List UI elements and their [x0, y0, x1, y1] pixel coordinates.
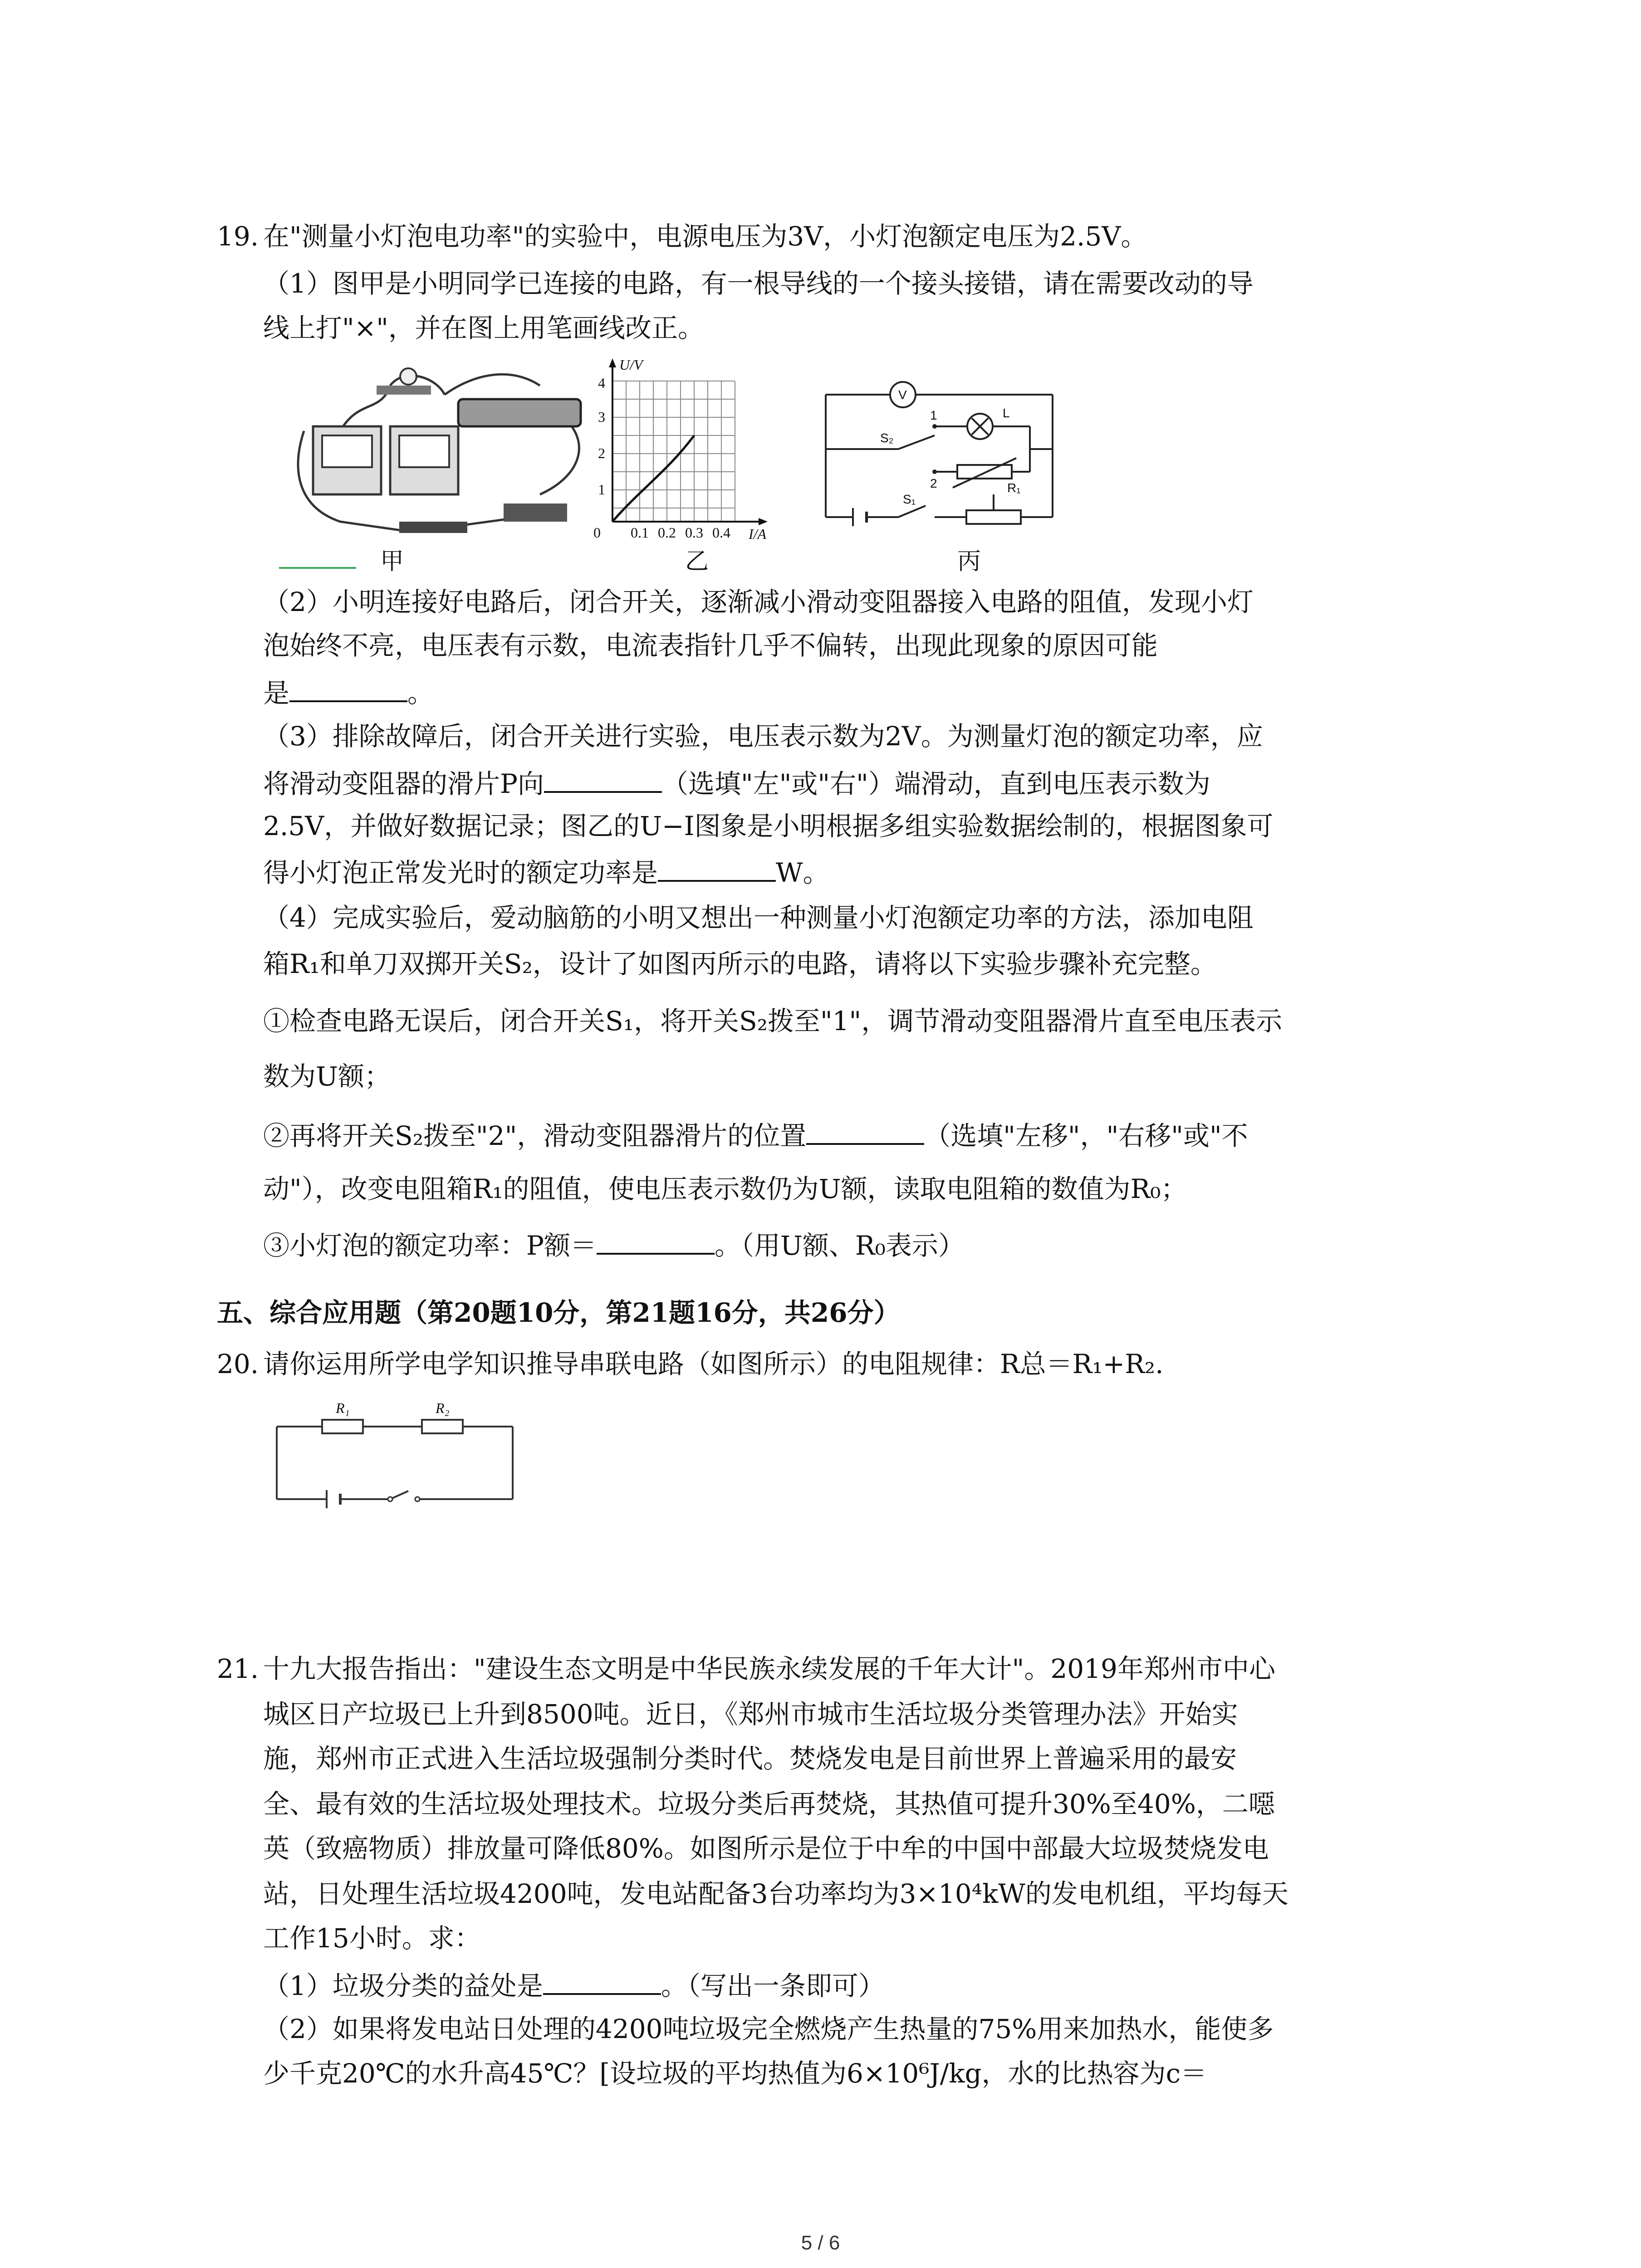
q21-line2: 城区日产垃圾已上升到8500吨。近日，《郑州市城市生活垃圾分类管理办法》开始实 — [263, 1699, 1238, 1730]
r2-label: R₂ — [436, 1400, 450, 1416]
answer-blank-slider-direction[interactable] — [544, 768, 662, 793]
q19-part4-line1: （4）完成实验后，爱动脑筋的小明又想出一种测量小灯泡额定功率的方法，添加电阻 — [263, 902, 1254, 933]
q19-part4-line2: 箱R₁和单刀双掷开关S₂，设计了如图丙所示的电路，请将以下实验步骤补充完整。 — [263, 948, 1217, 979]
section-5-heading: 五、综合应用题（第20题10分，第21题16分，共26分） — [217, 1297, 900, 1328]
resistor-box-label: R₁ — [1007, 481, 1021, 495]
q19-part2-line2: 泡始终不亮，电压表有示数，电流表指针几乎不偏转，出现此现象的原因可能 — [263, 630, 1158, 661]
graph-ytick: 4 — [598, 375, 605, 391]
q21-line7: 工作15小时。求： — [263, 1923, 481, 1954]
r1-label: R₁ — [336, 1400, 350, 1416]
q21-part1: （1）垃圾分类的益处是 。（写出一条即可） — [263, 1970, 885, 2001]
q19-number: 19. — [217, 221, 259, 252]
q19-step2-line1: ②再将开关S₂拨至"2"，滑动变阻器滑片的位置 （选填"左移"，"右移"或"不 — [263, 1120, 1248, 1151]
q20-series-circuit — [272, 1395, 517, 1513]
graph-xtick: 0.3 — [685, 524, 703, 540]
q21-line1: 十九大报告指出："建设生态文明是中华民族永续发展的千年大计"。2019年郑州市中心 — [263, 1653, 1275, 1684]
figure-yi-ui-graph — [590, 354, 798, 540]
q20-text: 请你运用所学电学知识推导串联电路（如图所示）的电阻规律：R总＝R₁+R₂. — [263, 1349, 1164, 1379]
answer-blank-rated-power[interactable] — [658, 857, 776, 882]
figure-jia-physical-circuit — [286, 358, 612, 540]
graph-ytick: 3 — [598, 409, 605, 425]
green-underline-mark — [279, 567, 356, 569]
graph-x-label: I/A — [749, 526, 767, 540]
lamp-label: L — [1003, 406, 1010, 420]
q19-step1-line2: 数为U额； — [263, 1061, 391, 1092]
figure-jia-caption: 甲 — [380, 548, 404, 575]
graph-ytick: 1 — [598, 481, 605, 498]
graph-origin: 0 — [593, 524, 601, 540]
q19-part2-line1: （2）小明连接好电路后，闭合开关，逐渐减小滑动变阻器接入电路的阻值，发现小灯 — [263, 587, 1254, 617]
figure-yi-caption: 乙 — [685, 548, 709, 575]
q19-part3-line2: 将滑动变阻器的滑片P向 （选填"左"或"右"）端滑动，直到电压表示数为 — [263, 768, 1210, 799]
q21-line4: 全、最有效的生活垃圾处理技术。垃圾分类后再焚烧，其热值可提升30%至40%，二噁 — [263, 1789, 1275, 1819]
answer-blank-slider-position[interactable] — [806, 1120, 924, 1145]
graph-xtick: 0.1 — [631, 524, 649, 540]
q21-number: 21. — [217, 1653, 259, 1684]
q19-part3-line4: 得小灯泡正常发光时的额定功率是 W。 — [263, 857, 829, 888]
q19-step1-line1: ①检查电路无误后，闭合开关S₁，将开关S₂拨至"1"，调节滑动变阻器滑片直至电压表示 — [263, 1006, 1283, 1036]
graph-xtick: 0.2 — [658, 524, 676, 540]
voltmeter-symbol: V — [898, 388, 907, 402]
q21-line6: 站，日处理生活垃圾4200吨，发电站配备3台功率均为3×10⁴kW的发电机组，平均每天 — [263, 1878, 1288, 1909]
graph-ytick: 2 — [598, 445, 605, 461]
switch-s2-label: S₂ — [880, 431, 894, 445]
graph-xtick: 0.4 — [712, 524, 730, 540]
q19-step2-line2: 动"），改变电阻箱R₁的阻值，使电压表示数仍为U额，读取电阻箱的数值为R₀； — [263, 1173, 1187, 1204]
q21-line5: 英（致癌物质）排放量可降低80%。如图所示是位于中牟的中国中部最大垃圾焚烧发电 — [263, 1833, 1269, 1864]
figure-bing-caption: 丙 — [957, 548, 981, 575]
q19-part1-line2: 线上打"×"，并在图上用笔画线改正。 — [263, 313, 704, 343]
q19-stem: 在"测量小灯泡电功率"的实验中，电源电压为3V，小灯泡额定电压为2.5V。 — [263, 221, 1147, 252]
answer-blank-sorting-benefit[interactable] — [543, 1970, 661, 1995]
q20-number: 20. — [217, 1349, 259, 1379]
answer-blank-power-expression[interactable] — [597, 1230, 715, 1255]
q19-step3: ③小灯泡的额定功率：P额＝ 。（用U额、R₀表示） — [263, 1230, 965, 1261]
q19-part1-line1: （1）图甲是小明同学已连接的电路，有一根导线的一个接头接错，请在需要改动的导 — [263, 268, 1254, 299]
graph-y-label: U/V — [619, 357, 643, 373]
contact-2-label: 2 — [930, 476, 937, 490]
q19-part2-line3: 是 。 — [263, 678, 434, 709]
q21-line3: 施，郑州市正式进入生活垃圾强制分类时代。焚烧发电是目前世界上普遍采用的最安 — [263, 1743, 1237, 1774]
contact-1-label: 1 — [930, 408, 937, 422]
q21-part2-line1: （2）如果将发电站日处理的4200吨垃圾完全燃烧产生热量的75%用来加热水，能使多 — [263, 2014, 1274, 2044]
q19-part3-line3: 2.5V，并做好数据记录；图乙的U−I图象是小明根据多组实验数据绘制的，根据图象可 — [263, 811, 1274, 841]
q19-part3-line1: （3）排除故障后，闭合开关进行实验，电压表示数为2V。为测量灯泡的额定功率，应 — [263, 721, 1263, 752]
figure-bing-circuit — [817, 367, 1062, 535]
page-number: 5 / 6 — [801, 2232, 840, 2254]
answer-blank-fault-cause[interactable] — [289, 678, 407, 702]
switch-s1-label: S₁ — [903, 492, 916, 506]
q21-part2-line2: 少千克20℃的水升高45℃？[设垃圾的平均热值为6×10⁶J/kg，水的比热容为c＝ — [263, 2058, 1207, 2089]
